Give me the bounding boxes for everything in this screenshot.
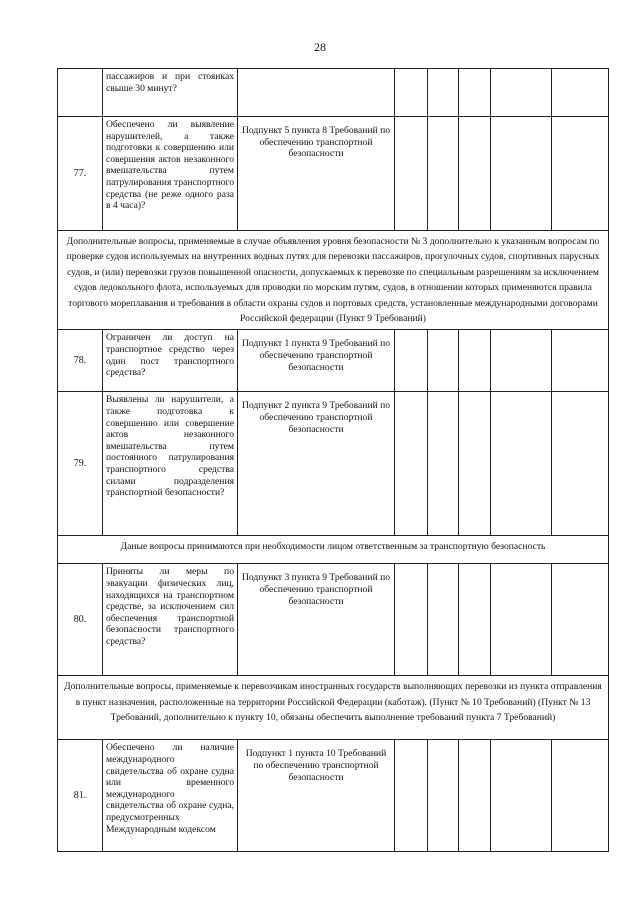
row-number: 80. — [58, 564, 103, 676]
page-number: 28 — [314, 40, 326, 54]
requirement-reference: Подпункт 2 пункта 9 Требований по обеспечению транспортной безопасности — [238, 392, 395, 536]
section-heading: Дополнительные вопросы, применяемые к перевозчикам иностранных государств выполняющих перевозки из пункта отправления в пункт назначения, расположенные на территории Российской Федерации (каботаж). (Пункт № 10 Требований) (Пункт № 13 Требований, дополнительно к пункту 10, обязаны обеспечить выполнение требований пункта 7 Требований) — [58, 676, 609, 740]
row-number — [58, 69, 103, 117]
question-text: пассажиров и при стоянках свыше 30 минут? — [103, 69, 238, 117]
table-row — [58, 392, 609, 536]
answer-cell — [428, 330, 459, 392]
requirement-reference: Подпункт 1 пункта 10 Требований по обеспечению транспортной безопасности — [238, 740, 395, 852]
answer-cell — [552, 330, 609, 392]
row-number: 81. — [58, 740, 103, 852]
answer-cell — [428, 392, 459, 536]
row-number: 79. — [58, 392, 103, 536]
answer-cell — [395, 117, 428, 231]
answer-cell — [491, 117, 552, 231]
answer-cell — [491, 69, 552, 117]
answer-cell — [491, 392, 552, 536]
answer-cell — [552, 740, 609, 852]
table-row — [58, 740, 609, 852]
answer-cell — [395, 330, 428, 392]
answer-cell — [552, 117, 609, 231]
row-number: 77. — [58, 117, 103, 231]
requirement-reference: Подпункт 5 пункта 8 Требований по обеспечению транспортной безопасности — [238, 117, 395, 231]
question-text: Обеспечено ли выявление нарушителей, а также подготовки к совершению или совершения актов незаконного вмешательства путем патрулирования транспортного средства (не реже одного раза в 4 часа)? — [103, 117, 238, 231]
section-row — [58, 536, 609, 564]
row-number: 78. — [58, 330, 103, 392]
question-text: Обеспечено ли наличие международного свидетельства об охране судна или временного международного свидетельства об охране судна, предусмотренных Международным кодексом — [103, 740, 238, 852]
question-text: Ограничен ли доступ на транспортное средство через один пост транспортного средства? — [103, 330, 238, 392]
answer-cell — [459, 69, 491, 117]
answer-cell — [428, 740, 459, 852]
answer-cell — [552, 564, 609, 676]
question-text: Выявлены ли нарушители, а также подготовка к совершению или совершение актов незаконного вмешательства путем постоянного патрулирования транспортного средства силами подразделения транспортной безопасности? — [103, 392, 238, 536]
section-row — [58, 676, 609, 740]
requirement-reference: Подпункт 3 пункта 9 Требований по обеспечению транспортной безопасности — [238, 564, 395, 676]
section-heading: Дополнительные вопросы, применяемые в случае объявления уровня безопасности № 3 дополнительно к указанным вопросам по проверке судов используемых на внутренних водных путях для перевозки пассажиров, прогулочных судов, спортивных парусных судов, и (или) перевозки грузов повышенной опасности, допускаемых к перевозке по специальным разрешениям за исключением судов ледокольного флота, используемых для проводки по морским путям, судов, в отношении которых применяются правила торгового мореплавания и требования в области охраны судов и портовых средств, установленные международными договорами Российской федерации (Пункт 9 Требований) — [58, 231, 609, 330]
table-row — [58, 330, 609, 392]
answer-cell — [395, 69, 428, 117]
answer-cell — [459, 564, 491, 676]
answer-cell — [552, 392, 609, 536]
answer-cell — [491, 330, 552, 392]
answer-cell — [459, 330, 491, 392]
section-heading: Даные вопросы принимаются при необходимости лицом ответственным за транспортную безопасность — [58, 536, 609, 564]
section-row — [58, 231, 609, 330]
answer-cell — [459, 740, 491, 852]
answer-cell — [395, 740, 428, 852]
requirement-reference — [238, 69, 395, 117]
checklist-table — [57, 68, 609, 852]
answer-cell — [395, 392, 428, 536]
answer-cell — [428, 69, 459, 117]
answer-cell — [459, 117, 491, 231]
table-row — [58, 564, 609, 676]
question-text: Приняты ли меры по эвакуации физических лиц, находящихся на транспортном средстве, за исключением сил обеспечения транспортной безопасности транспортного средства? — [103, 564, 238, 676]
answer-cell — [428, 564, 459, 676]
answer-cell — [395, 564, 428, 676]
table-row — [58, 117, 609, 231]
table-row — [58, 69, 609, 117]
answer-cell — [552, 69, 609, 117]
answer-cell — [491, 740, 552, 852]
requirement-reference: Подпункт 1 пункта 9 Требований по обеспечению транспортной безопасности — [238, 330, 395, 392]
answer-cell — [459, 392, 491, 536]
answer-cell — [428, 117, 459, 231]
answer-cell — [491, 564, 552, 676]
